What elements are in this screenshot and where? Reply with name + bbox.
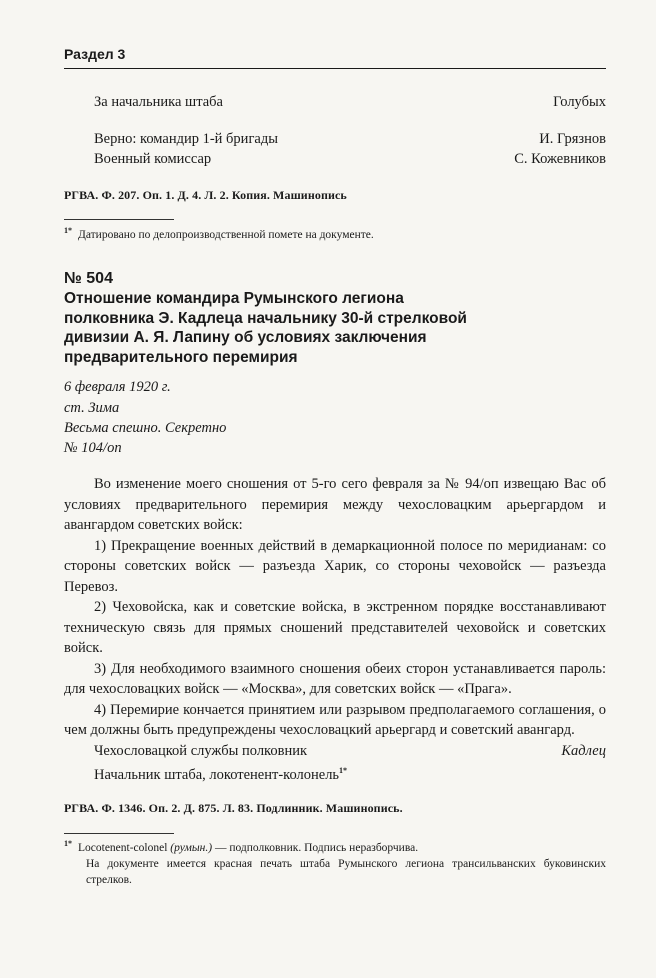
archive-source: РГВА. Ф. 1346. Оп. 2. Д. 875. Л. 83. Подлинник. Машинопись. (64, 801, 403, 815)
signature-name: С. Кожевников (514, 151, 606, 167)
footnote-mark: 1* (339, 766, 348, 775)
document-title (64, 289, 564, 367)
section-label: Раздел 3 (64, 46, 126, 62)
paragraph: 3) Для необходимого взаимного сношения обеих сторон устанавливается пароль: для чехословацких войск — «Москва», для советских войск — «Прага». (64, 660, 606, 697)
footnote-gloss: — подполковник. Подпись неразборчива. (214, 841, 419, 854)
footnote-mark: 1* (64, 226, 72, 235)
running-header (64, 46, 606, 64)
document-signature (94, 741, 606, 785)
signature-role: За начальника штаба (94, 94, 223, 110)
footnote-mark: 1* (64, 839, 72, 848)
paragraph: Во изменение моего сношения от 5-го сего февраля за № 94/оп извещаю Вас об условиях предварительного перемирия между чехословацким арьергардом и авангардом советских войск: (64, 476, 606, 533)
footnote-term: Locotenent-colonel (78, 841, 168, 854)
header-rule (64, 68, 606, 69)
document-number: № 504 (64, 270, 113, 287)
footnote-text: Датировано по делопроизводственной помете на документе. (78, 228, 374, 241)
paragraph: 4) Перемирие кончается принятием или разрывом предполагаемого соглашения, о чем должны быть предупреждены чехословацкий арьергард и советский авангард. (64, 701, 606, 738)
archive-source: РГВА. Ф. 207. Оп. 1. Д. 4. Л. 2. Копия. Машинопись (64, 188, 347, 202)
title-line: Отношение командира Румынского легиона (64, 290, 404, 307)
footnote-lang: (румын.) (170, 841, 213, 854)
paragraph: 2) Чеховойска, как и советские войска, в экстренном порядке восстанавливают техническую связь для прямых сношений представителей чеховойск и советских войск. (64, 599, 606, 656)
signature-row (94, 94, 606, 111)
document-body (64, 474, 606, 741)
document-date: 6 февраля 1920 г. (64, 379, 171, 395)
footnote-rule (64, 833, 174, 834)
signature-role: Чехословацкой службы полковник (94, 743, 308, 759)
signature-role: Военный комиссар (94, 151, 212, 167)
signature-name: И. Грязнов (539, 131, 606, 147)
signature-row (94, 131, 606, 148)
signature-name: Голубых (553, 94, 606, 110)
footnote (64, 223, 606, 243)
signature-row (94, 151, 606, 168)
title-line: предварительного перемирия (64, 348, 298, 366)
signature-role: Верно: командир 1-й бригады (94, 131, 278, 147)
document-place: ст. Зима (64, 400, 120, 416)
title-line: полковника Э. Кадлеца начальнику 30-й стрелковой (64, 309, 467, 327)
paragraph: 1) Прекращение военных действий в демаркационной полосе по меридианам: со стороны советских войск — разъезда Харик, со стороны чеховойск — разъезда Перевоз. (64, 537, 606, 595)
footnote-note: На документе имеется красная печать штаба Румынского легиона трансильванских буковинских стрелков. (86, 857, 606, 886)
title-line: дивизии А. Я. Лапину об условиях заключения (64, 329, 427, 346)
footnote (64, 836, 606, 888)
document-ref-number: № 104/оп (64, 440, 122, 456)
footnote-rule (64, 219, 174, 220)
signature-name: Кадлец (561, 743, 606, 759)
document-classification: Весьма спешно. Секретно (64, 420, 227, 436)
signature-role: Начальник штаба, локотенент-колонель (94, 766, 340, 783)
